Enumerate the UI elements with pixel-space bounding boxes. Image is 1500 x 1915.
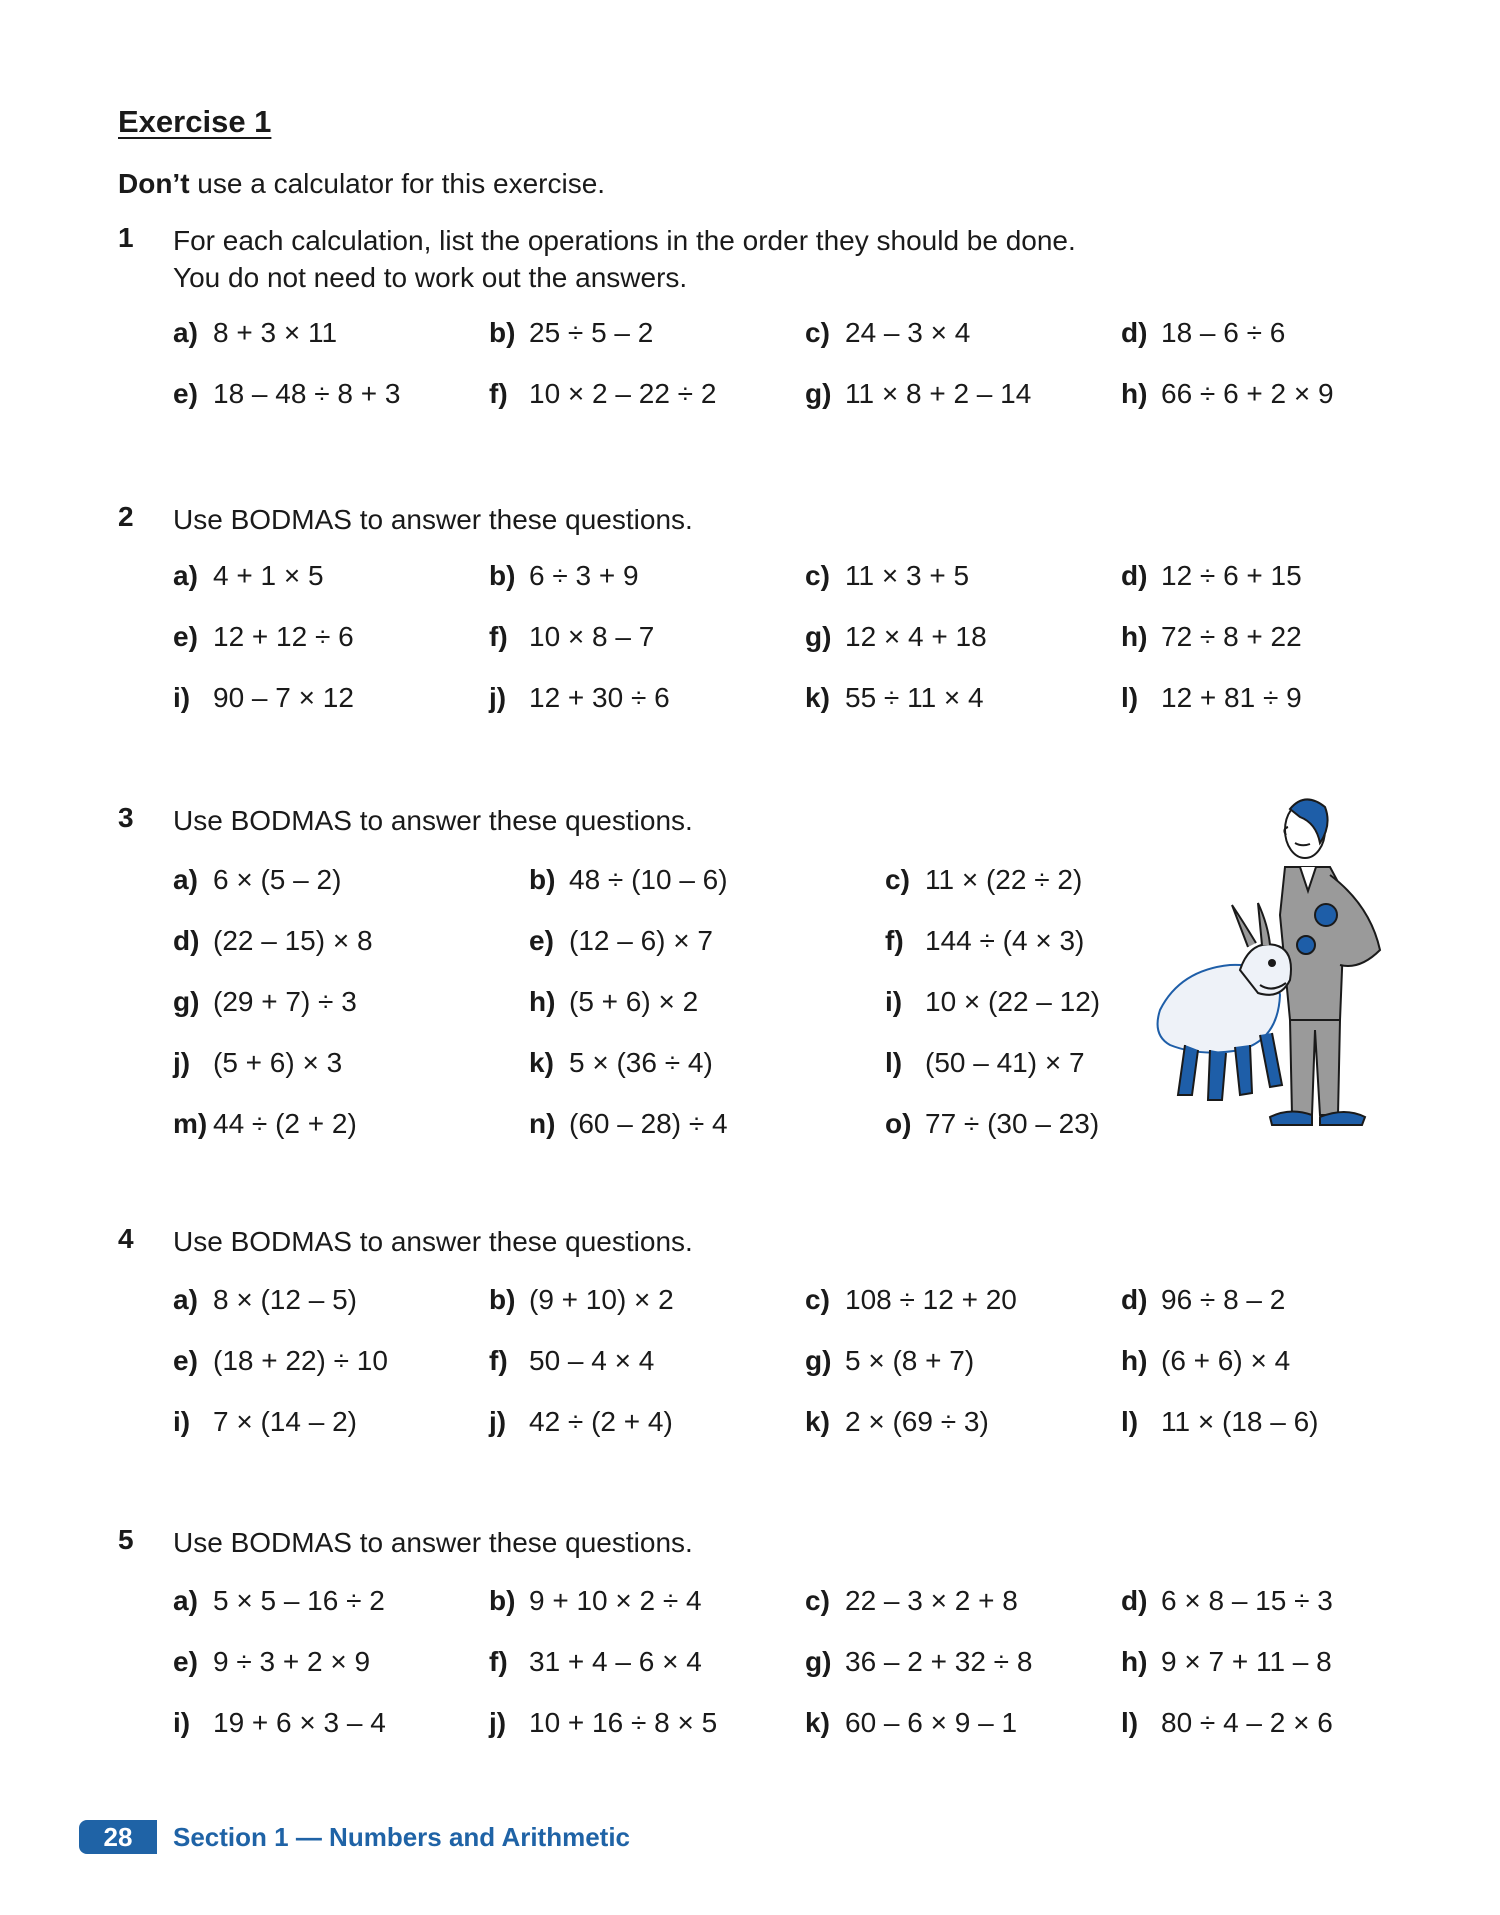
q2-part-h	[1121, 621, 1302, 653]
q3-part-m	[173, 1108, 357, 1140]
part-label: f)	[489, 621, 508, 652]
part-expression: 80 ÷ 4 – 2 × 6	[1161, 1707, 1333, 1738]
part-label: n)	[529, 1108, 556, 1139]
part-label: k)	[805, 1707, 830, 1738]
question-number: 4	[118, 1223, 134, 1254]
q4-part-j	[489, 1406, 673, 1438]
part-label: g)	[805, 1646, 832, 1677]
q5-part-l	[1121, 1707, 1333, 1739]
q2-part-l	[1121, 682, 1302, 714]
part-label: a)	[173, 1284, 198, 1315]
q4-part-a	[173, 1284, 357, 1316]
part-expression: 18 – 48 ÷ 8 + 3	[213, 378, 401, 409]
part-expression: 12 × 4 + 18	[845, 621, 987, 652]
part-label: e)	[173, 621, 198, 652]
part-label: d)	[173, 925, 200, 956]
part-label: e)	[173, 1646, 198, 1677]
q2-part-k	[805, 682, 984, 714]
q3-part-f	[885, 925, 1084, 957]
q4-part-b	[489, 1284, 674, 1316]
question-text-line-1: For each calculation, list the operations in the order they should be done.	[173, 225, 1076, 256]
part-expression: 18 – 6 ÷ 6	[1161, 317, 1286, 348]
part-label: e)	[529, 925, 554, 956]
exercise-title: Exercise 1	[118, 104, 272, 139]
part-label: d)	[1121, 560, 1148, 591]
part-expression: 19 + 6 × 3 – 4	[213, 1707, 386, 1738]
part-label: c)	[885, 864, 910, 895]
part-expression: 55 ÷ 11 × 4	[845, 682, 984, 713]
q3-part-b	[529, 864, 728, 896]
part-label: f)	[885, 925, 904, 956]
part-expression: 36 – 2 + 32 ÷ 8	[845, 1646, 1033, 1677]
part-expression: 5 × 5 – 16 ÷ 2	[213, 1585, 385, 1616]
part-expression: 22 – 3 × 2 + 8	[845, 1585, 1018, 1616]
part-expression: 6 ÷ 3 + 9	[529, 560, 639, 591]
part-expression: 66 ÷ 6 + 2 × 9	[1161, 378, 1334, 409]
part-expression: (50 – 41) × 7	[925, 1047, 1085, 1078]
q3-part-a	[173, 864, 341, 896]
part-expression: 108 ÷ 12 + 20	[845, 1284, 1017, 1315]
section-footer: Section 1 — Numbers and Arithmetic	[173, 1822, 631, 1852]
part-expression: 60 – 6 × 9 – 1	[845, 1707, 1018, 1738]
part-label: f)	[489, 1345, 508, 1376]
part-expression: (22 – 15) × 8	[213, 925, 373, 956]
part-expression: 25 ÷ 5 – 2	[529, 317, 654, 348]
q4-part-f	[489, 1345, 654, 1377]
part-label: e)	[173, 1345, 198, 1376]
q1-part-a	[173, 317, 337, 349]
part-label: j)	[489, 1406, 507, 1437]
part-expression: 50 – 4 × 4	[529, 1345, 655, 1376]
part-expression: 12 ÷ 6 + 15	[1161, 560, 1302, 591]
part-expression: 6 × 8 – 15 ÷ 3	[1161, 1585, 1333, 1616]
q4-part-d	[1121, 1284, 1285, 1316]
part-label: h)	[1121, 1646, 1148, 1677]
goat-figure	[1158, 903, 1291, 1100]
part-expression: 10 × 2 – 22 ÷ 2	[529, 378, 717, 409]
q2-part-f	[489, 621, 654, 653]
part-expression: 9 × 7 + 11 – 8	[1161, 1646, 1332, 1677]
q5-part-c	[805, 1585, 1018, 1617]
part-label: f)	[489, 1646, 508, 1677]
part-expression: 48 ÷ (10 – 6)	[569, 864, 728, 895]
q2-part-b	[489, 560, 639, 592]
part-expression: 11 × 8 + 2 – 14	[845, 378, 1032, 409]
part-expression: 9 ÷ 3 + 2 × 9	[213, 1646, 371, 1677]
q1-part-f	[489, 378, 716, 410]
part-expression: (6 + 6) × 4	[1161, 1345, 1291, 1376]
q3-part-j	[173, 1047, 342, 1079]
part-label: o)	[885, 1108, 912, 1139]
q5-part-i	[173, 1707, 386, 1739]
part-label: b)	[489, 1585, 516, 1616]
part-label: g)	[173, 986, 200, 1017]
part-label: g)	[805, 378, 832, 409]
part-expression: 8 + 3 × 11	[213, 317, 338, 348]
part-label: j)	[489, 682, 507, 713]
q3-part-n	[529, 1108, 728, 1140]
part-label: b)	[489, 317, 516, 348]
part-label: d)	[1121, 317, 1148, 348]
question-text	[173, 222, 1076, 296]
part-label: a)	[173, 864, 198, 895]
part-expression: 42 ÷ (2 + 4)	[529, 1406, 673, 1437]
part-expression: 144 ÷ (4 × 3)	[925, 925, 1085, 956]
q5-part-k	[805, 1707, 1017, 1739]
part-expression: (18 + 22) ÷ 10	[213, 1345, 388, 1376]
question-text: Use BODMAS to answer these questions.	[173, 504, 693, 535]
q3-part-d	[173, 925, 373, 957]
q4-part-l	[1121, 1406, 1318, 1438]
q2-part-d	[1121, 560, 1302, 592]
part-label: g)	[805, 1345, 832, 1376]
part-expression: 5 × (36 ÷ 4)	[569, 1047, 713, 1078]
q3-part-h	[529, 986, 698, 1018]
part-expression: 11 × (22 ÷ 2)	[925, 864, 1083, 895]
part-expression: 8 × (12 – 5)	[213, 1284, 357, 1315]
man-with-goat-illustration	[1140, 795, 1400, 1140]
part-expression: 77 ÷ (30 – 23)	[925, 1108, 1100, 1139]
q4-part-h	[1121, 1345, 1290, 1377]
part-expression: (60 – 28) ÷ 4	[569, 1108, 728, 1139]
q2-part-a	[173, 560, 324, 592]
part-label: j)	[173, 1047, 191, 1078]
part-expression: 31 + 4 – 6 × 4	[529, 1646, 702, 1677]
q3-part-l	[885, 1047, 1085, 1079]
question-number: 1	[118, 222, 134, 253]
q4-part-k	[805, 1406, 989, 1438]
part-label: i)	[173, 1406, 191, 1437]
q3-part-c	[885, 864, 1082, 896]
part-label: k)	[805, 682, 830, 713]
part-expression: 12 + 30 ÷ 6	[529, 682, 670, 713]
q3-part-k	[529, 1047, 713, 1079]
part-label: c)	[805, 560, 830, 591]
part-label: c)	[805, 1585, 830, 1616]
part-label: k)	[529, 1047, 554, 1078]
question-text: Use BODMAS to answer these questions.	[173, 805, 693, 836]
part-expression: 11 × (18 – 6)	[1161, 1406, 1319, 1437]
part-label: i)	[173, 682, 191, 713]
part-label: b)	[529, 864, 556, 895]
part-label: h)	[1121, 378, 1148, 409]
question-text-line-2: You do not need to work out the answers.	[173, 262, 688, 293]
q2-part-c	[805, 560, 969, 592]
part-label: a)	[173, 1585, 198, 1616]
part-label: c)	[805, 317, 830, 348]
part-expression: (29 + 7) ÷ 3	[213, 986, 357, 1017]
part-expression: 10 + 16 ÷ 8 × 5	[529, 1707, 718, 1738]
q2-part-g	[805, 621, 987, 653]
part-label: k)	[805, 1406, 830, 1437]
q5-part-h	[1121, 1646, 1332, 1678]
part-expression: 10 × (22 – 12)	[925, 986, 1101, 1017]
part-label: c)	[805, 1284, 830, 1315]
part-expression: 12 + 81 ÷ 9	[1161, 682, 1302, 713]
part-expression: 44 ÷ (2 + 2)	[213, 1108, 357, 1139]
part-label: h)	[1121, 1345, 1148, 1376]
q2-part-e	[173, 621, 354, 653]
q5-part-d	[1121, 1585, 1333, 1617]
q2-part-i	[173, 682, 354, 714]
instruction-text: use a calculator for this exercise.	[189, 168, 606, 199]
part-label: d)	[1121, 1585, 1148, 1616]
q5-part-f	[489, 1646, 702, 1678]
question-number: 3	[118, 802, 134, 833]
q1-part-h	[1121, 378, 1334, 410]
part-expression: 11 × 3 + 5	[845, 560, 970, 591]
part-expression: 5 × (8 + 7)	[845, 1345, 975, 1376]
q5-part-j	[489, 1707, 717, 1739]
q4-part-c	[805, 1284, 1017, 1316]
part-label: l)	[1121, 682, 1139, 713]
q5-part-g	[805, 1646, 1032, 1678]
part-expression: 9 + 10 × 2 ÷ 4	[529, 1585, 702, 1616]
exercise-instruction	[118, 168, 605, 200]
question-number: 5	[118, 1524, 134, 1555]
q3-part-o	[885, 1108, 1099, 1140]
q2-part-j	[489, 682, 670, 714]
question-number: 2	[118, 501, 134, 532]
q1-part-c	[805, 317, 970, 349]
part-expression: (5 + 6) × 2	[569, 986, 699, 1017]
part-label: g)	[805, 621, 832, 652]
q5-part-b	[489, 1585, 702, 1617]
page-number-badge: 28	[79, 1820, 157, 1854]
part-expression: 12 + 12 ÷ 6	[213, 621, 354, 652]
q1-part-g	[805, 378, 1031, 410]
part-expression: 90 – 7 × 12	[213, 682, 354, 713]
q1-part-d	[1121, 317, 1285, 349]
part-label: a)	[173, 560, 198, 591]
q1-part-e	[173, 378, 400, 410]
part-label: h)	[529, 986, 556, 1017]
part-expression: (5 + 6) × 3	[213, 1047, 343, 1078]
q5-part-e	[173, 1646, 370, 1678]
part-label: m)	[173, 1108, 208, 1139]
question-text: Use BODMAS to answer these questions.	[173, 1226, 693, 1257]
q1-part-b	[489, 317, 653, 349]
part-expression: 10 × 8 – 7	[529, 621, 655, 652]
part-label: i)	[173, 1707, 191, 1738]
q4-part-i	[173, 1406, 357, 1438]
part-expression: (9 + 10) × 2	[529, 1284, 674, 1315]
part-expression: 96 ÷ 8 – 2	[1161, 1284, 1286, 1315]
q5-part-a	[173, 1585, 385, 1617]
part-label: f)	[489, 378, 508, 409]
question-text: Use BODMAS to answer these questions.	[173, 1527, 693, 1558]
part-label: a)	[173, 317, 198, 348]
q4-part-g	[805, 1345, 974, 1377]
instruction-emphasis: Don’t	[118, 168, 190, 199]
part-label: b)	[489, 560, 516, 591]
part-label: l)	[1121, 1406, 1139, 1437]
part-expression: 24 – 3 × 4	[845, 317, 971, 348]
part-label: e)	[173, 378, 198, 409]
part-label: l)	[885, 1047, 903, 1078]
part-label: d)	[1121, 1284, 1148, 1315]
part-label: b)	[489, 1284, 516, 1315]
part-expression: (12 – 6) × 7	[569, 925, 713, 956]
part-label: i)	[885, 986, 903, 1017]
part-expression: 6 × (5 – 2)	[213, 864, 342, 895]
part-label: h)	[1121, 621, 1148, 652]
part-expression: 7 × (14 – 2)	[213, 1406, 357, 1437]
part-expression: 4 + 1 × 5	[213, 560, 324, 591]
q3-part-g	[173, 986, 357, 1018]
part-label: l)	[1121, 1707, 1139, 1738]
q3-part-i	[885, 986, 1100, 1018]
part-label: j)	[489, 1707, 507, 1738]
q3-part-e	[529, 925, 713, 957]
part-expression: 2 × (69 ÷ 3)	[845, 1406, 989, 1437]
part-expression: 72 ÷ 8 + 22	[1161, 621, 1302, 652]
q4-part-e	[173, 1345, 388, 1377]
